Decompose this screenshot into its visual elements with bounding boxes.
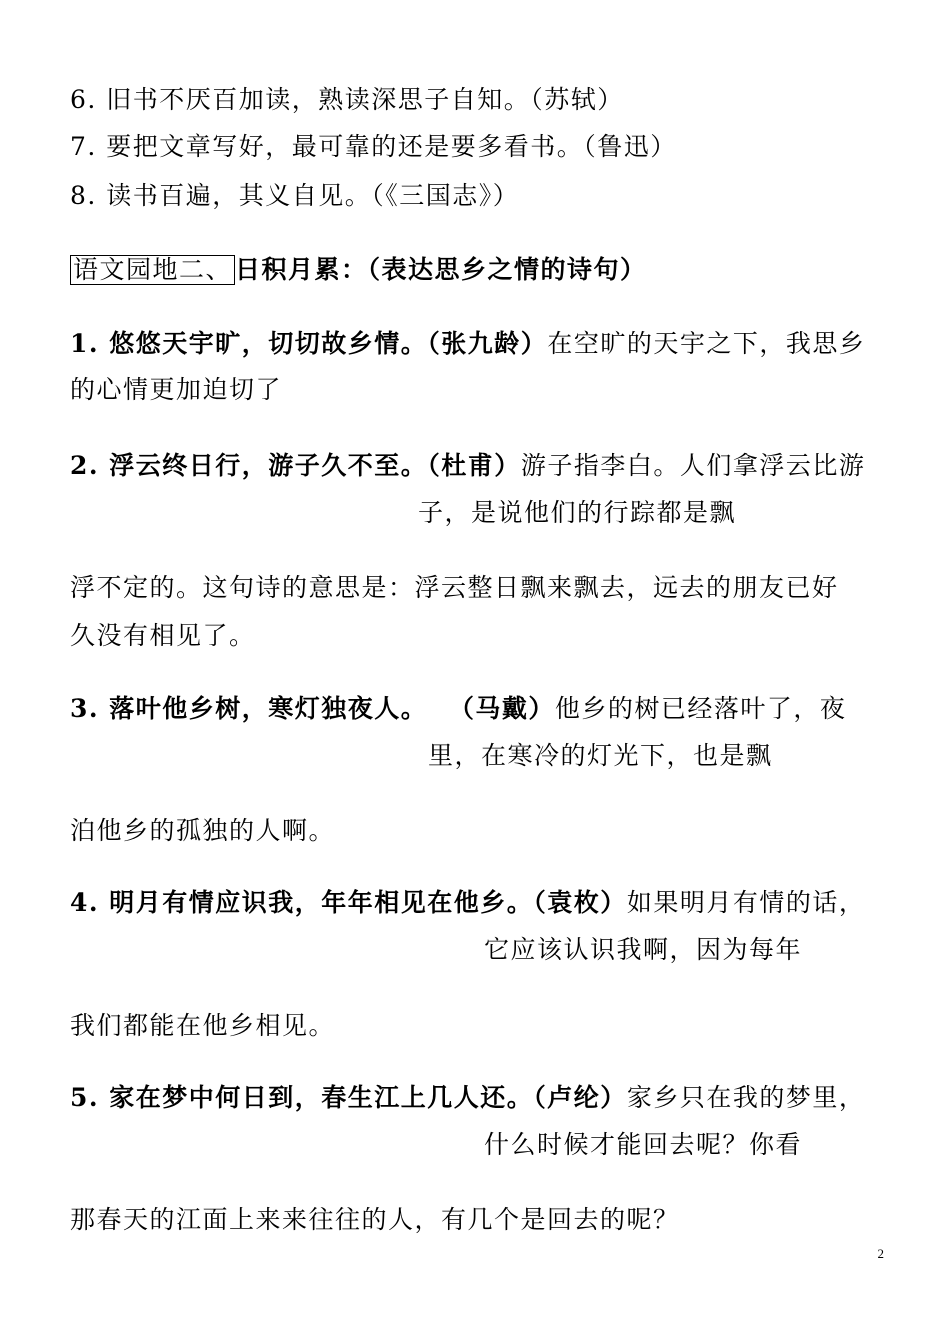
poem-3-author: （马戴）	[461, 694, 555, 723]
poem-4-desc-3: 我们都能在他乡相见。	[70, 1011, 336, 1040]
poem-4-line: 4. 明月有情应识我，年年相见在他乡。（袁枚）	[70, 888, 627, 917]
poem-2-desc-4: 久没有相见了。	[70, 621, 256, 650]
poem-2-line: 2. 浮云终日行，游子久不至。（杜甫）	[70, 451, 521, 480]
poem-1	[70, 328, 865, 360]
poem-1-desc-2: 的心情更加迫切了	[70, 375, 283, 404]
poem-2-desc-3: 浮不定的。这句诗的意思是：浮云整日飘来飘去，远去的朋友已好	[70, 573, 839, 602]
poem-5	[70, 1082, 865, 1114]
poem-2	[70, 450, 865, 482]
poem-3-desc-2: 里，在寒冷的灯光下，也是飘	[428, 741, 773, 770]
section-box-label: 语文园地二、	[70, 255, 235, 285]
poem-4-desc-2: 它应该认识我啊，因为每年	[484, 935, 803, 964]
poem-5-desc-2: 什么时候才能回去呢？你看	[484, 1130, 803, 1159]
poem-5-desc-3: 那春天的江面上来来往往的人，有几个是回去的呢？	[70, 1205, 680, 1234]
quote-8: 8. 读书百遍，其义自见。（《三国志》）	[70, 181, 520, 210]
quote-6: 6. 旧书不厌百加读，熟读深思子自知。（苏轼）	[70, 85, 624, 114]
section-title: 日积月累：（表达思乡之情的诗句）	[235, 255, 647, 284]
page-number: 2	[877, 1246, 884, 1261]
poem-5-desc-1: 家乡只在我的梦里，	[626, 1083, 866, 1112]
poem-4-desc-1: 如果明月有情的话，	[626, 888, 866, 917]
poem-4	[70, 887, 865, 919]
poem-3-line: 3. 落叶他乡树，寒灯独夜人。	[70, 694, 428, 723]
section-heading	[70, 254, 647, 286]
quote-7: 7. 要把文章写好，最可靠的还是要多看书。（鲁迅）	[70, 132, 677, 161]
poem-1-line: 1. 悠悠天宇旷，切切故乡情。（张九龄）	[70, 329, 548, 358]
poem-5-line: 5. 家在梦中何日到，春生江上几人还。（卢纶）	[70, 1083, 627, 1112]
poem-2-desc-2: 子，是说他们的行踪都是飘	[418, 498, 737, 527]
poem-3	[70, 693, 846, 725]
poem-2-desc-1: 游子指李白。人们拿浮云比游	[520, 451, 866, 480]
poem-1-desc-1: 在空旷的天宇之下，我思乡	[547, 329, 866, 358]
poem-3-desc-3: 泊他乡的孤独的人啊。	[70, 816, 336, 845]
poem-3-desc-1: 他乡的树已经落叶了，夜	[554, 694, 847, 723]
